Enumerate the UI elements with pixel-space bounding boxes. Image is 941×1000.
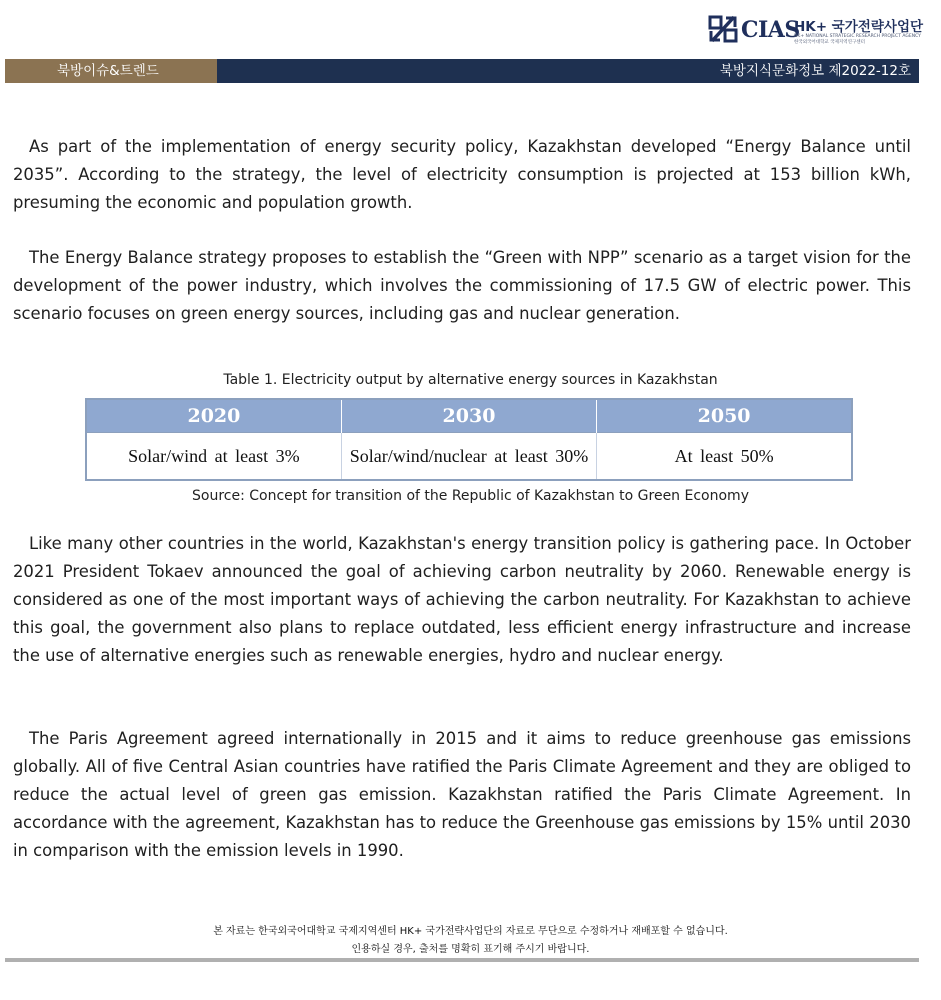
logo-subtitle xyxy=(794,34,921,46)
section-label: 북방이슈&트렌드 xyxy=(5,59,217,83)
footer-copyright-notice: 본 자료는 한국외국어대학교 국제지역센터 HK+ 국가전략사업단의 자료로 무단으로 수정하거나 재배포할 수 없습니다. xyxy=(213,926,728,937)
cias-logo xyxy=(708,12,924,52)
logo-subtitle-korean: 한국외국어대학교 국제지역연구센터 xyxy=(794,40,865,45)
energy-output-table xyxy=(85,398,853,481)
table-cell: Solar/wind/nuclear at least 30% xyxy=(341,433,596,481)
footer-divider xyxy=(5,958,919,962)
table-cell: Solar/wind at least 3% xyxy=(86,433,341,481)
table-header-row xyxy=(86,399,852,433)
table-caption: Table 1. Electricity output by alternative energy sources in Kazakhstan xyxy=(223,372,718,388)
paragraph-green-npp: The Energy Balance strategy proposes to establish the “Green with NPP” scenario as a target vision for the development of the power industry, which involves the commissioning of 17.5 GW of electric power. This scenario focuses on green energy sources, including gas and nuclear generation. xyxy=(13,248,911,323)
table-cell: At least 50% xyxy=(597,433,852,481)
cias-emblem-icon xyxy=(708,14,738,44)
table-header-cell: 2050 xyxy=(597,399,852,433)
logo-subtitle-english: HK+ NATIONAL STRATEGIC RESEARCH PROJECT AGENCY xyxy=(794,34,921,39)
paragraph-energy-transition: Like many other countries in the world, Kazakhstan's energy transition policy is gathering pace. In October 2021 President Tokaev announced the goal of achieving carbon neutrality by 2060. Renewable energy is considered as one of the most important ways of achieving the carbon neutrality. For Kazakhstan to achieve this goal, the government also plans to replace outdated, less efficient energy infrastructure and increase the use of alternative energies such as renewable energies, hydro and nuclear energy. xyxy=(13,534,911,665)
issue-label: 북방지식문화정보 제2022-12호 xyxy=(719,63,911,79)
paragraph-paris-agreement: The Paris Agreement agreed internationally in 2015 and it aims to reduce greenhouse gas emissions globally. All of five Central Asian countries have ratified the Paris Climate Agreement and they are obliged to reduce the actual level of green gas emission. Kazakhstan ratified the Paris Climate Agreement. In accordance with the agreement, Kazakhstan has to reduce the Greenhouse gas emissions by 15% until 2030 in comparison with the emission levels in 1990. xyxy=(13,729,911,860)
header-bar xyxy=(5,59,919,83)
table-source: Source: Concept for transition of the Republic of Kazakhstan to Green Economy xyxy=(192,488,749,504)
footer-citation-notice: 인용하실 경우, 출처를 명확히 표기해 주시기 바랍니다. xyxy=(351,944,590,955)
table-row xyxy=(86,433,852,481)
logo-wordmark: CIAS xyxy=(741,17,800,43)
table-header-cell: 2030 xyxy=(341,399,596,433)
paragraph-energy-balance: As part of the implementation of energy security policy, Kazakhstan developed “Energy Balance until 2035”. According to the strategy, the level of electricity consumption is projected at 153 billion kWh, presuming the economic and population growth. xyxy=(13,137,911,212)
logo-agency-name: HK+ 국가전략사업단 xyxy=(794,19,924,35)
table-header-cell: 2020 xyxy=(86,399,341,433)
